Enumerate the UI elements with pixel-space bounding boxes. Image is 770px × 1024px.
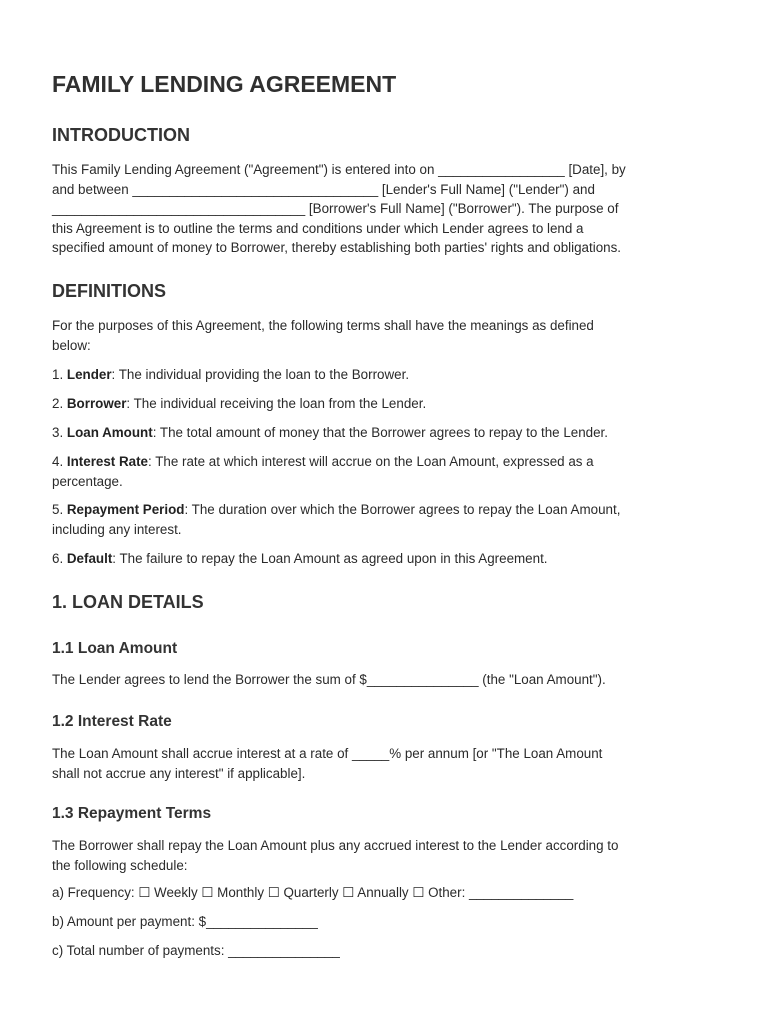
repayment-terms-line: The Borrower shall repay the Loan Amount plus any accrued interest to the Lender according to (52, 838, 619, 853)
document-title: FAMILY LENDING AGREEMENT (52, 71, 397, 97)
definition-term: Default (66, 551, 113, 566)
definition-repayment-period: 5. Repayment Period: The duration over which the Borrower agrees to repay the Loan Amount, including any interest. (52, 502, 621, 537)
definition-default: 6. Default: The failure to repay the Loan Amount as agreed upon in this Agreement. (52, 551, 548, 566)
definition-term: Interest Rate (66, 454, 149, 469)
introduction-paragraph (52, 160, 720, 258)
interest-rate-heading: 1.2 Interest Rate (52, 713, 172, 730)
definitions-intro-line: For the purposes of this Agreement, the following terms shall have the meanings as defined (52, 318, 594, 333)
interest-rate-line: The Loan Amount shall accrue interest at a rate of _____% per annum [or "The Loan Amount (52, 746, 603, 761)
definition-loan-amount: 3. Loan Amount: The total amount of money that the Borrower agrees to repay to the Lender. (52, 425, 608, 440)
introduction-line: specified amount of money to Borrower, thereby establishing both parties' rights and obligations. (52, 240, 622, 255)
introduction-line: This Family Lending Agreement ("Agreement") is entered into on _________________ [Date], by (52, 162, 626, 177)
definition-term: Loan Amount (66, 425, 153, 440)
loan-details-heading: 1. LOAN DETAILS (52, 592, 204, 612)
definition-term: Borrower (66, 396, 127, 411)
definition-term: Lender (66, 367, 112, 382)
repayment-terms-line: the following schedule: (52, 857, 188, 873)
total-number-of-payments: c) Total number of payments: _______________ (52, 943, 340, 958)
interest-rate-paragraph (52, 744, 720, 783)
definition-term: Repayment Period (66, 502, 185, 517)
amount-per-payment: b) Amount per payment: $_______________ (52, 914, 318, 929)
repayment-terms-paragraph (52, 836, 720, 875)
introduction-line: this Agreement is to outline the terms and conditions under which Lender agrees to lend a (52, 220, 584, 236)
definitions-intro-line: below: (52, 337, 91, 353)
loan-amount-heading: 1.1 Loan Amount (52, 640, 178, 657)
definitions-intro (52, 316, 720, 355)
definition-borrower: 2. Borrower: The individual receiving the loan from the Lender. (52, 396, 427, 411)
definitions-heading: DEFINITIONS (52, 281, 167, 301)
definition-lender: 1. Lender: The individual providing the loan to the Borrower. (52, 367, 410, 382)
frequency-options: a) Frequency: ☐ Weekly ☐ Monthly ☐ Quarterly ☐ Annually ☐ Other: ______________ (52, 885, 574, 900)
introduction-line: __________________________________ [Borrower's Full Name] ("Borrower"). The purpose of (52, 201, 619, 216)
repayment-terms-heading: 1.3 Repayment Terms (52, 805, 212, 822)
interest-rate-line: shall not accrue any interest" if applicable]. (52, 765, 306, 781)
loan-amount-text: The Lender agrees to lend the Borrower the sum of $_______________ (the "Loan Amount"). (52, 672, 606, 687)
introduction-line: and between _________________________________ [Lender's Full Name] ("Lender") and (52, 181, 595, 197)
definition-interest-rate: 4. Interest Rate: The rate at which interest will accrue on the Loan Amount, expressed as a percentage. (52, 454, 594, 489)
introduction-heading: INTRODUCTION (52, 125, 190, 145)
